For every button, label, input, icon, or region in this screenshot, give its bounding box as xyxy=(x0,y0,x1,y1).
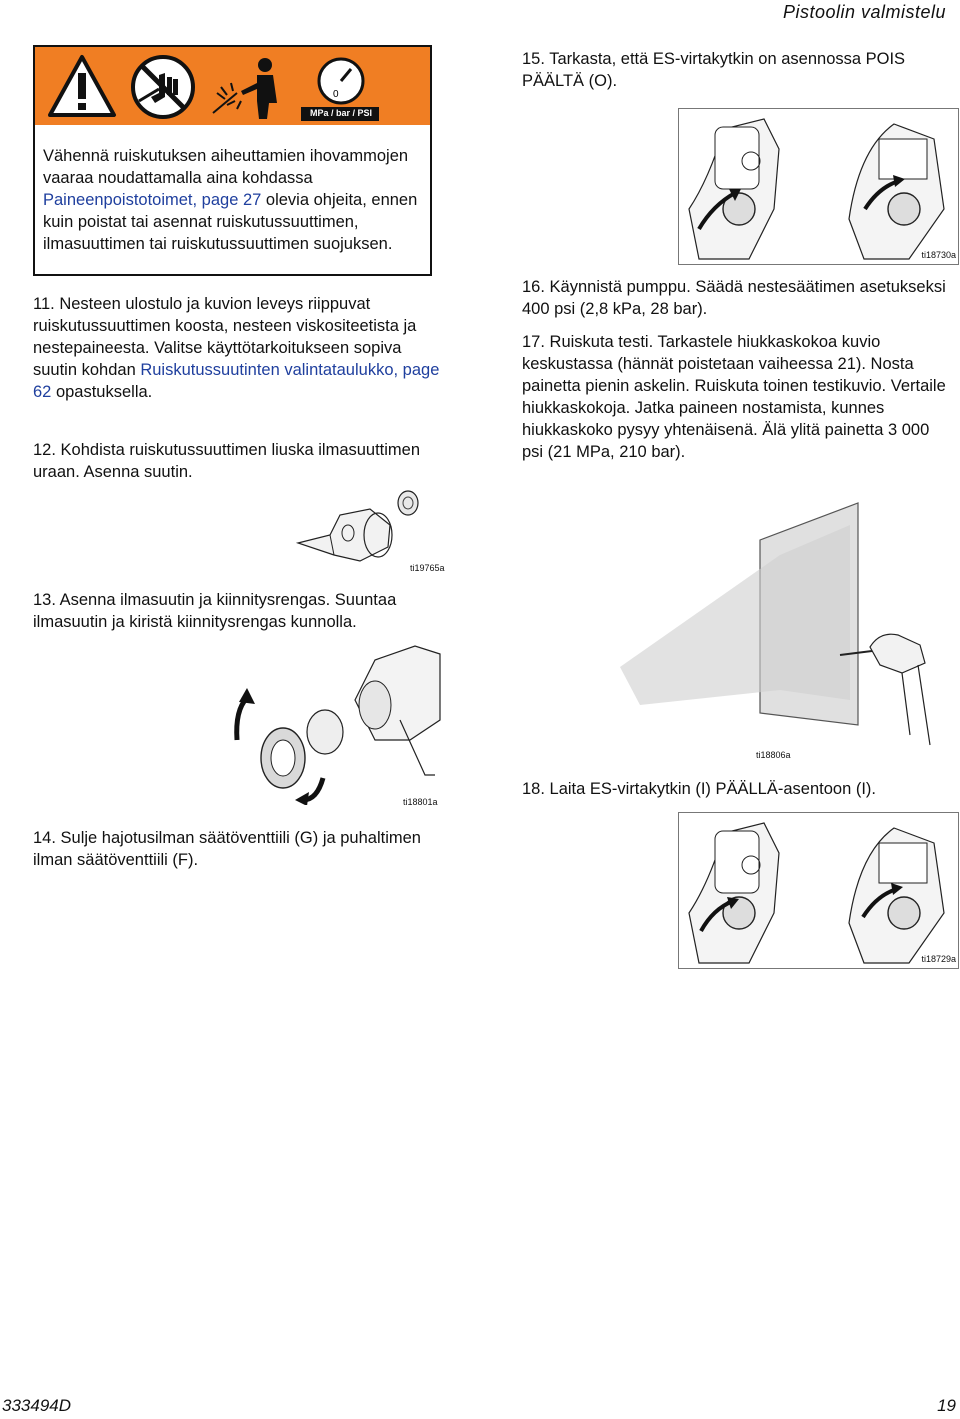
step-number: 18. xyxy=(522,780,545,798)
aircap-install-illustration xyxy=(225,640,455,805)
step-text: Nesteen ulostulo ja kuvion leveys riippuvat ruiskutussuuttimen koosta, nesteen viskositeetista ja nestepaineesta. Valitse käyttötarkoitukseen sopiva suutin kohdan xyxy=(33,295,417,379)
gun-rear-illustration xyxy=(679,813,958,968)
warning-pictogram-bar xyxy=(35,47,430,125)
step-number: 15. xyxy=(522,50,545,68)
warning-triangle-icon xyxy=(47,53,117,119)
svg-text:0: 0 xyxy=(333,89,339,100)
pictogram-label: MPa / bar / PSI xyxy=(309,108,373,118)
nozzle-table-link[interactable]: Ruiskutussuutinten valintataulukko, page 62 xyxy=(33,361,440,401)
step-text: Laita ES-virtakytkin (I) PÄÄLLÄ-asentoon (I). xyxy=(549,780,876,798)
step-13 xyxy=(33,589,443,633)
step-text: Tarkasta, että ES-virtakytkin on asennossa POIS PÄÄLTÄ (O). xyxy=(522,50,906,90)
step-17 xyxy=(522,331,952,463)
step-text: Asenna ilmasuutin ja kiinnitysrengas. Suuntaa ilmasuutin ja kiristä kiinnitysrengas kunnolla. xyxy=(33,591,397,631)
figure-label: ti18806a xyxy=(756,750,791,760)
warning-text-part: olevia ohjeita, ennen kuin poistat tai asennat ruiskutussuuttimen, ilmasuuttimen tai ruiskutussuuttimen suojuksen. xyxy=(43,191,418,253)
page-number: 19 xyxy=(937,1396,956,1415)
step-number: 16. xyxy=(522,278,545,296)
step-number: 14. xyxy=(33,829,56,847)
step-text: Sulje hajotusilman säätöventtiili (G) ja puhaltimen ilman säätöventtiili (F). xyxy=(33,829,421,869)
step-text: Käynnistä pumppu. Säädä nestesäätimen asetukseksi 400 psi (2,8 kPa, 28 bar). xyxy=(522,278,946,318)
step-number: 17. xyxy=(522,333,545,351)
step-text: Kohdista ruiskutussuuttimen liuska ilmasuuttimen uraan. Asenna suutin. xyxy=(33,441,421,481)
step-12 xyxy=(33,439,443,483)
document-number: 333494D xyxy=(2,1396,72,1415)
skin-injection-icon xyxy=(207,53,287,121)
figure-label: ti19765a xyxy=(410,563,445,573)
figure-label: ti18729a xyxy=(921,954,956,964)
step-number: 11. xyxy=(33,295,55,313)
step-16 xyxy=(522,276,952,320)
step-text: Ruiskuta testi. Tarkastele hiukkaskokoa kuvio keskustassa (hännät poistetaan vaiheessa 21). Nosta painetta pienin askelin. Ruiskuta toinen testikuvio. Vertaile hiukkaskokoja. Jatka paineen nostamista, kunnes hiukkaskoko pysyy yhtenäisenä. Älä ylitä painetta 3 000 psi (21 MPa, 210 bar). xyxy=(522,333,946,461)
warning-text xyxy=(43,145,428,255)
step-number: 13. xyxy=(33,591,56,609)
step-18 xyxy=(522,778,952,800)
spray-test-illustration xyxy=(580,495,950,765)
step-14 xyxy=(33,827,443,871)
gun-rear-illustration xyxy=(679,109,958,264)
pressure-relief-link[interactable]: Paineenpoistotoimet, page 27 xyxy=(43,191,262,209)
es-switch-on-figure xyxy=(678,812,959,969)
step-11 xyxy=(33,293,443,403)
no-hand-injection-icon xyxy=(129,53,197,121)
warning-text-part: Vähennä ruiskutuksen aiheuttamien ihovammojen vaaraa noudattamalla aina kohdassa xyxy=(43,147,409,187)
step-text: opastuksella. xyxy=(51,383,153,401)
figure-label: ti18730a xyxy=(921,250,956,260)
nozzle-install-illustration xyxy=(290,485,445,575)
figure-label: ti18801a xyxy=(403,797,438,807)
step-15 xyxy=(522,48,952,92)
step-number: 12. xyxy=(33,441,56,459)
warning-box xyxy=(33,45,432,276)
section-title: Pistoolin valmistelu xyxy=(782,2,946,22)
es-switch-off-figure xyxy=(678,108,959,265)
